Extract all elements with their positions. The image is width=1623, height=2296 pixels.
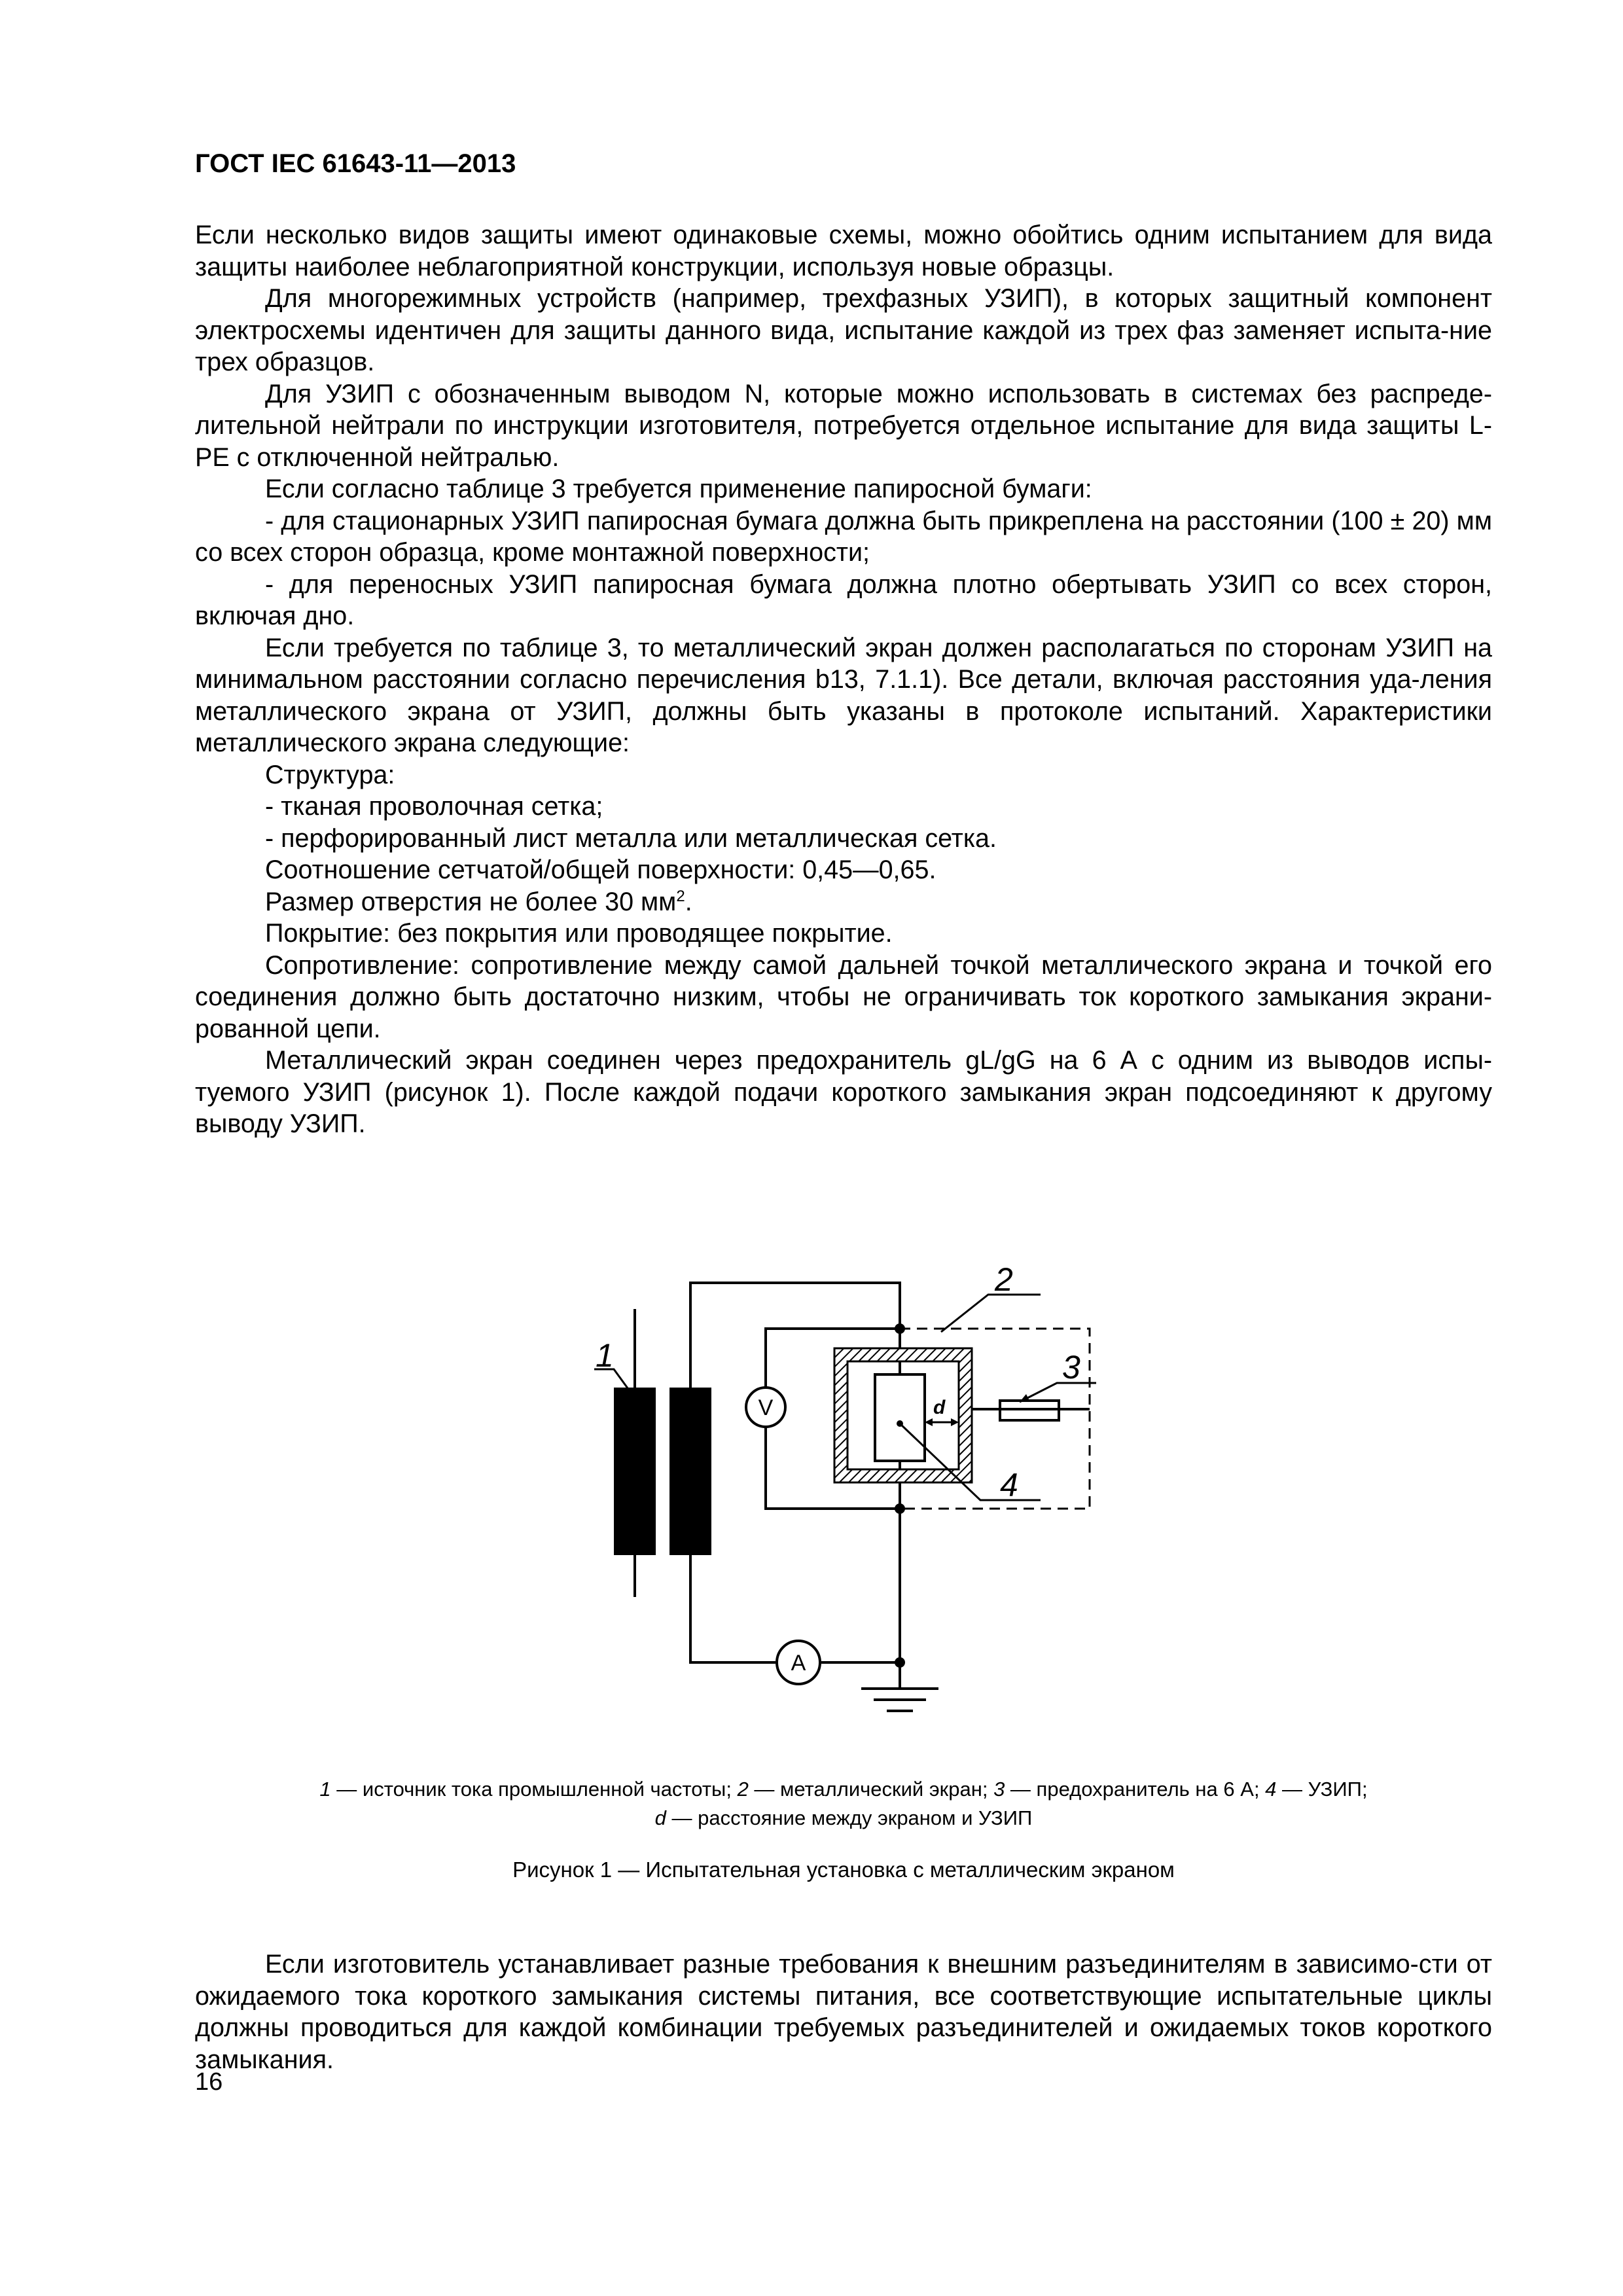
list-item: Структура:	[265, 760, 395, 789]
document-header: ГОСТ IEC 61643-11—2013	[195, 149, 516, 178]
body-text	[195, 219, 1492, 1140]
legend-text-d: — расстояние между экраном и УЗИП	[666, 1806, 1033, 1829]
test-setup-figure	[537, 1257, 1113, 1754]
label-3: 3	[1062, 1349, 1080, 1386]
paragraph: Если несколько видов защиты имеют одинаковые схемы, можно обойтись одним испытанием для вида защиты наиболее неблагоприятной конструкции, используя новые образцы.	[195, 221, 1492, 281]
legend-num-3: 3	[993, 1778, 1005, 1801]
legend-line-1	[195, 1775, 1492, 1804]
body-text-after-figure	[195, 1948, 1492, 2075]
label-2: 2	[995, 1261, 1013, 1298]
paragraph: Если согласно таблице 3 требуется применение папиросной бумаги:	[265, 475, 1092, 503]
figure-caption: Рисунок 1 — Испытательная установка с металлическим экраном	[512, 1857, 1175, 1882]
spd-element	[875, 1374, 925, 1461]
list-item: - для переносных УЗИП папиросная бумага должна плотно обертывать УЗИП со всех сторон, включая дно.	[195, 569, 1492, 630]
paragraph: Сопротивление: сопротивление между самой дальней точкой металлического экрана и точкой его соединения должно быть достаточно низким, чтобы не ограничивать ток короткого замыкания экрани-рованной цепи.	[195, 950, 1492, 1043]
label-1: 1	[596, 1337, 614, 1374]
voltmeter-icon	[746, 1388, 785, 1427]
list-item: - тканая проволочная сетка;	[265, 792, 603, 821]
legend-num-1: 1	[319, 1778, 331, 1801]
legend-num-2: 2	[737, 1778, 749, 1801]
list-item: Покрытие: без покрытия или проводящее покрытие.	[265, 919, 893, 948]
legend-num-4: 4	[1265, 1778, 1277, 1801]
voltmeter-label: V	[758, 1395, 774, 1420]
figure-legend	[195, 1775, 1492, 1833]
hole-size-text: Размер отверстия не более 30 мм	[265, 887, 677, 916]
distance-label: d	[933, 1397, 946, 1418]
paragraph: Для УЗИП с обозначенным выводом N, которые можно использовать в системах без распреде-лительной нейтрали по инструкции изготовителя, потребуется отдельное испытание для вида защиты L-PE с отключенной нейтралью.	[195, 379, 1492, 472]
distance-arrow	[925, 1397, 959, 1426]
superscript: 2	[676, 887, 685, 905]
list-item: Соотношение сетчатой/общей поверхности: 0,45—0,65.	[265, 855, 936, 884]
ammeter-label: A	[791, 1651, 806, 1676]
legend-text-3: — предохранитель на 6 А;	[1005, 1778, 1266, 1801]
legend-num-d: d	[654, 1806, 666, 1829]
list-item: - для стационарных УЗИП папиросная бумага должна быть прикреплена на расстоянии (100 ± 20) мм со всех сторон образца, кроме монтажной поверхности;	[195, 506, 1492, 567]
legend-line-2	[195, 1804, 1492, 1833]
paragraph: Металлический экран соединен через предохранитель gL/gG на 6 А с одним из выводов испы-туемого УЗИП (рисунок 1). После каждой подачи короткого замыкания экран подсоединяют к другому выводу УЗИП.	[195, 1046, 1492, 1138]
legend-text-4: — УЗИП;	[1276, 1778, 1368, 1801]
transformer-icon	[614, 1309, 711, 1597]
ammeter-icon	[777, 1641, 820, 1684]
paragraph: Для многорежимных устройств (например, трехфазных УЗИП), в которых защитный компонент электросхемы идентичен для защиты данного вида, испытание каждой из трех фаз заменяет испыта-ние трех образцов.	[195, 284, 1492, 376]
list-item: - перфорированный лист металла или металлическая сетка.	[265, 823, 997, 853]
legend-text-1: — источник тока промышленной частоты;	[330, 1778, 738, 1801]
paragraph: Если изготовитель устанавливает разные требования к внешним разъединителям в зависимо-сти от ожидаемого тока короткого замыкания системы питания, все соответствующие испытательные циклы должны проводиться для каждой комбинации требуемых разъединителей и ожидаемых токов короткого замыкания.	[195, 1950, 1492, 2074]
list-item	[195, 886, 1492, 918]
page-number: 16	[195, 2068, 223, 2096]
legend-text-2: — металлический экран;	[748, 1778, 994, 1801]
label-4: 4	[1000, 1467, 1018, 1503]
paragraph: Если требуется по таблице 3, то металлический экран должен располагаться по сторонам УЗИП на минимальном расстоянии согласно перечисления b13, 7.1.1). Все детали, включая расстояния уда-ления металлического экрана от УЗИП, должны быть указаны в протоколе испытаний. Характеристики металлического экрана следующие:	[195, 633, 1492, 757]
circuit-diagram	[537, 1257, 1113, 1754]
fuse-icon	[972, 1401, 1090, 1420]
period: .	[685, 887, 692, 916]
